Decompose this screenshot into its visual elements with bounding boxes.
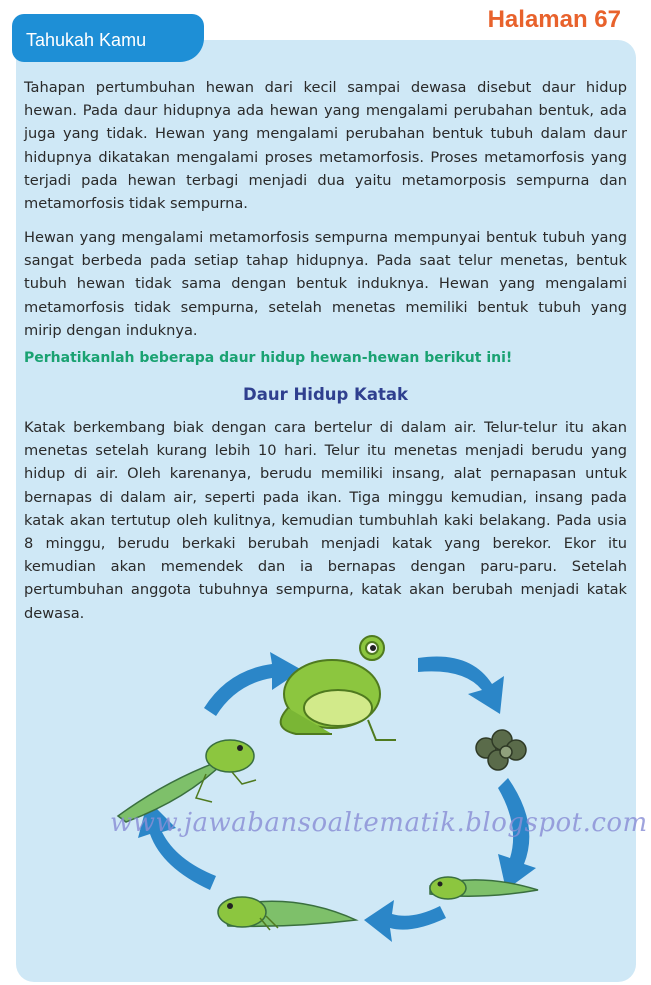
tadpole (430, 877, 538, 899)
frog-eggs (476, 730, 526, 770)
watermark: www.jawabansoaltematik.blogspot.com (110, 808, 648, 838)
frog-life-cycle-diagram (100, 628, 570, 958)
paragraph-2: Hewan yang mengalami metamorfosis sempurna mempunyai bentuk tubuh yang sangat berbeda pada setiap tahap hidupnya. Pada saat telur menetas, bentuk tubuh hewan tidak sama dengan bentuk induknya. Hewan yang mengalami metamorfosis tidak sempurna, setelah menetas memiliki bentuk tubuh yang mirip dengan induknya. (24, 229, 627, 339)
page-number: Halaman 67 (487, 6, 621, 33)
section-title: Daur Hidup Katak (243, 385, 408, 404)
metamorphosis-paragraph (24, 226, 627, 342)
arrow-tadpole-to-gilled (364, 900, 446, 942)
tahukah-kamu-tab: Tahukah Kamu (12, 14, 204, 62)
instruction-text: Perhatikanlah beberapa daur hidup hewan-hewan berikut ini! (24, 350, 513, 366)
paragraph-3: Katak berkembang biak dengan cara bertelur di dalam air. Telur-telur itu akan menetas setelah kurang lebih 10 hari. Telur itu menetas menjadi berudu yang hidup di air. Oleh karenanya, berudu memiliki insang, alat pernapasan untuk bernapas di dalam air, seperti pada ikan. Tiga minggu kemudian, insang pada katak akan tertutup oleh kulitnya, kemudian tumbuhlah kaki belakang. Pada usia 8 minggu, berudu berkaki berubah menjadi katak yang berekor. Ekor itu kemudian akan memendek dan ia bernapas dengan paru-paru. Setelah pertumbuhan anggota tubuhnya sempurna, katak akan berubah menjadi katak dewasa. (24, 419, 627, 622)
adult-frog (281, 636, 396, 740)
arrow-adult-to-eggs (418, 656, 504, 714)
frog-life-cycle-paragraph (24, 416, 627, 625)
intro-paragraph (24, 76, 627, 215)
tadpole-with-gills (218, 897, 356, 930)
paragraph-1: Tahapan pertumbuhan hewan dari kecil sampai dewasa disebut daur hidup hewan. Pada daur hidupnya ada hewan yang mengalami perubahan bentuk, ada juga yang tidak. Hewan yang mengalami perubahan bentuk tubuh dalam daur hidupnya dikatakan mengalami proses metamorfosis. Proses metamorfosis yang terjadi pada hewan terbagi menjadi dua yaitu metamorposis sempurna dan metamorfosis tidak sempurna. (24, 79, 627, 213)
